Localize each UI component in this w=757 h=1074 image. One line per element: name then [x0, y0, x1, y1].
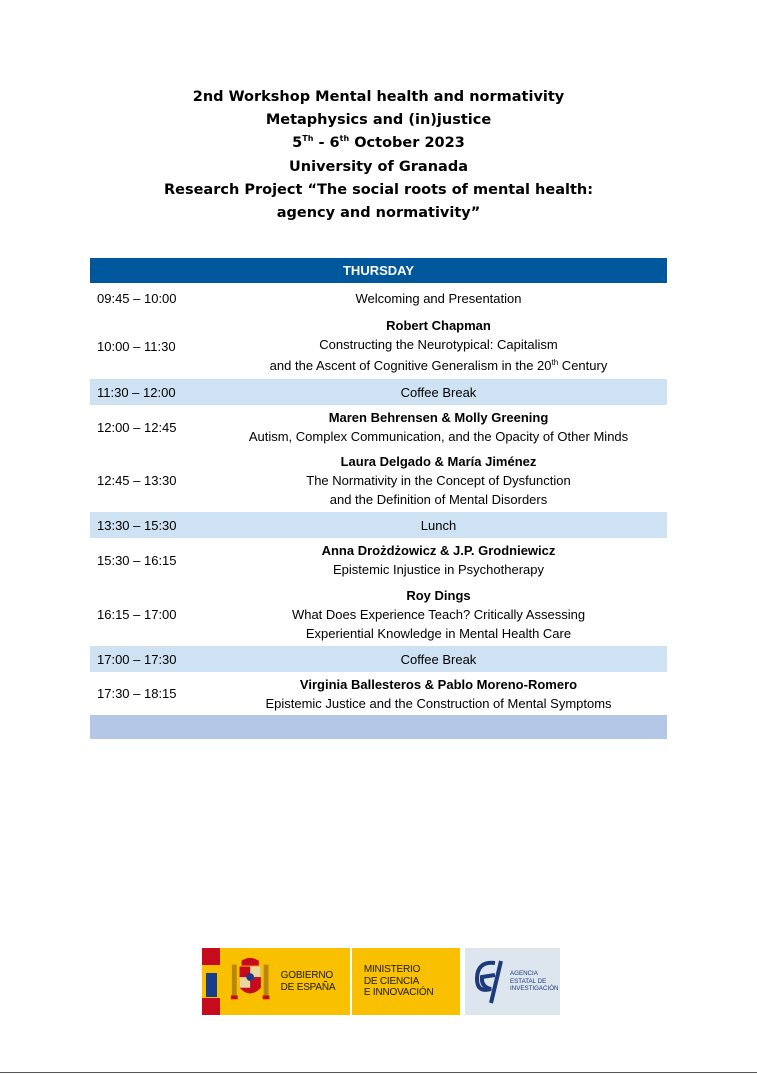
session-content	[210, 541, 667, 579]
session-speaker: Robert Chapman	[386, 317, 491, 333]
session-title: Experiential Knowledge in Mental Health Care	[305, 625, 572, 641]
coat-of-arms-icon	[230, 956, 270, 1006]
aei-text: AGENCIA ESTATAL DE INVESTIGACIÓN	[510, 970, 559, 993]
session-speaker: Virginia Ballesteros & Pablo Moreno-Romero	[299, 676, 578, 692]
document-header	[0, 86, 757, 225]
table-row	[90, 582, 667, 646]
page-edge-line	[0, 1072, 757, 1073]
spanish-flag-icon	[202, 948, 220, 1015]
session-time: 13:30 – 15:30	[97, 517, 177, 533]
session-title: Lunch	[420, 517, 457, 533]
workshop-dates: 5Th - 6th October 2023	[292, 134, 465, 152]
session-title: The Normativity in the Concept of Dysfunction	[306, 473, 571, 488]
table-row	[90, 405, 667, 449]
funding-logos	[202, 948, 560, 1015]
table-row	[90, 538, 667, 582]
gobierno-ministerio-logo	[202, 948, 460, 1015]
project-title-line1: Research Project “The social roots of mental health:	[163, 181, 594, 198]
session-content	[210, 516, 667, 535]
session-content	[210, 408, 667, 446]
session-title: Coffee Break	[400, 384, 477, 400]
session-title: Epistemic Justice and the Construction of Mental Symptoms	[265, 695, 612, 711]
day-header: THURSDAY	[90, 258, 667, 283]
university-name: University of Granada	[289, 158, 468, 175]
session-content	[210, 675, 667, 713]
table-row	[90, 646, 667, 672]
session-time: 09:45 – 10:00	[97, 290, 177, 306]
session-time: 12:45 – 13:30	[97, 473, 177, 488]
program-table	[90, 258, 667, 739]
table-row	[90, 512, 667, 538]
session-speaker: Roy Dings	[406, 587, 471, 603]
session-time: 10:00 – 11:30	[97, 338, 176, 354]
gobierno-text: GOBIERNO DE ESPAÑA	[280, 970, 336, 993]
session-speaker: Maren Behrensen & Molly Greening	[328, 410, 549, 425]
session-content	[210, 650, 667, 669]
project-title-line2: agency and normativity”	[276, 205, 481, 222]
session-title: Autism, Complex Communication, and the Opacity of Other Minds	[248, 429, 629, 444]
session-time: 12:00 – 12:45	[97, 419, 177, 435]
table-row	[90, 313, 667, 379]
session-content	[210, 452, 667, 509]
session-time: 17:00 – 17:30	[97, 651, 177, 667]
table-footer-bar	[90, 715, 667, 739]
session-speaker: Laura Delgado & María Jiménez	[340, 454, 537, 469]
session-speaker: Anna Drożdżowicz & J.P. Grodniewicz	[321, 543, 556, 558]
aei-mark-icon	[471, 957, 507, 1007]
session-title: and the Definition of Mental Disorders	[329, 492, 548, 507]
session-title: Coffee Break	[400, 651, 477, 667]
session-title: What Does Experience Teach? Critically Assessing	[291, 606, 586, 622]
session-content	[210, 586, 667, 643]
ministerio-text: MINISTERIO DE CIENCIA E INNOVACIÓN	[363, 964, 434, 999]
session-time: 17:30 – 18:15	[97, 686, 177, 701]
session-title: and the Ascent of Cognitive Generalism in the 20th Century	[269, 357, 608, 373]
aei-logo	[465, 948, 560, 1015]
session-content	[210, 316, 667, 377]
table-row	[90, 449, 667, 512]
session-content	[210, 383, 667, 402]
workshop-subtitle: Metaphysics and (in)justice	[265, 112, 492, 129]
workshop-title: 2nd Workshop Mental health and normativity	[192, 89, 565, 105]
table-row	[90, 672, 667, 715]
session-title: Welcoming and Presentation	[355, 290, 522, 306]
session-time: 16:15 – 17:00	[97, 606, 177, 622]
table-row	[90, 283, 667, 313]
session-title: Constructing the Neurotypical: Capitalism	[319, 336, 558, 352]
session-title: Epistemic Injustice in Psychotherapy	[333, 562, 544, 577]
session-content	[210, 289, 667, 308]
session-time: 15:30 – 16:15	[97, 552, 177, 568]
table-row	[90, 379, 667, 405]
session-time: 11:30 – 12:00	[97, 384, 176, 400]
